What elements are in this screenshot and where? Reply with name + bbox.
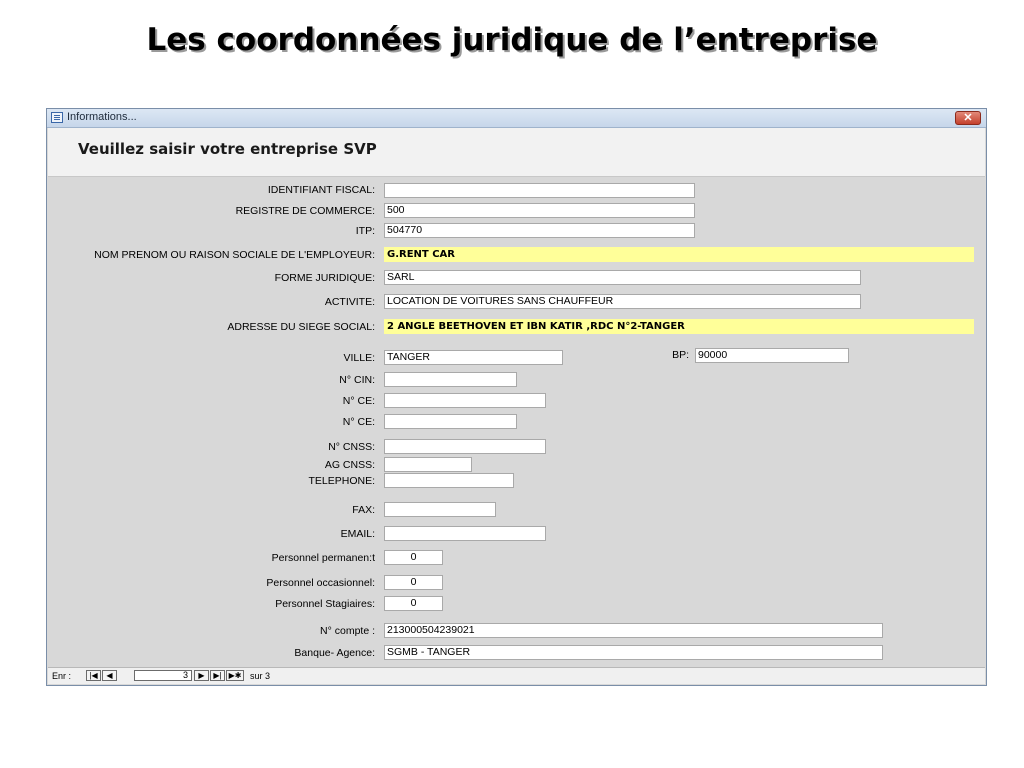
email-field[interactable]: [384, 526, 546, 541]
label-compte: N° compte :: [320, 625, 375, 637]
ville-field[interactable]: TANGER: [384, 350, 563, 365]
label-personnel-permanent: Personnel permanen:t: [271, 552, 375, 564]
personnel-permanent-field[interactable]: 0: [384, 550, 443, 565]
telephone-field[interactable]: [384, 473, 514, 488]
label-personnel-occasionnel: Personnel occasionnel:: [266, 577, 375, 589]
registre-commerce-field[interactable]: 500: [384, 203, 695, 218]
form-header: [48, 128, 985, 177]
label-forme-juridique: FORME JURIDIQUE:: [274, 272, 375, 284]
personnel-occasionnel-field[interactable]: 0: [384, 575, 443, 590]
label-telephone: TELEPHONE:: [308, 475, 375, 487]
cin-field[interactable]: [384, 372, 517, 387]
form-heading: Veuillez saisir votre entreprise SVP: [78, 140, 377, 158]
new-record-icon[interactable]: ▶✱: [226, 670, 244, 681]
label-fax: FAX:: [352, 504, 375, 516]
activite-field[interactable]: LOCATION DE VOITURES SANS CHAUFFEUR: [384, 294, 861, 309]
ce-field-1[interactable]: [384, 393, 546, 408]
label-adresse: ADRESSE DU SIEGE SOCIAL:: [227, 321, 375, 333]
nom-prenom-field[interactable]: G.RENT CAR: [384, 247, 974, 262]
label-cin: N° CIN:: [339, 374, 375, 386]
label-personnel-stagiaires: Personnel Stagiaires:: [275, 598, 375, 610]
forme-juridique-field[interactable]: SARL: [384, 270, 861, 285]
window-titlebar[interactable]: [47, 109, 986, 128]
first-record-icon[interactable]: |◀: [86, 670, 101, 681]
next-record-icon[interactable]: ▶: [194, 670, 209, 681]
adresse-field[interactable]: 2 ANGLE BEETHOVEN ET IBN KATIR ,RDC N°2-TANGER: [384, 319, 974, 334]
label-ce-2: N° CE:: [342, 416, 375, 428]
fax-field[interactable]: [384, 502, 496, 517]
window-title: Informations...: [67, 111, 137, 123]
compte-field[interactable]: 213000504239021: [384, 623, 883, 638]
ag-cnss-field[interactable]: [384, 457, 472, 472]
label-registre-commerce: REGISTRE DE COMMERCE:: [235, 205, 375, 217]
itp-field[interactable]: 504770: [384, 223, 695, 238]
label-ce-1: N° CE:: [342, 395, 375, 407]
bp-field[interactable]: 90000: [695, 348, 849, 363]
banque-field[interactable]: SGMB - TANGER: [384, 645, 883, 660]
form-icon: [51, 112, 63, 123]
record-navigation: [48, 667, 985, 684]
record-label: Enr :: [52, 671, 72, 681]
form-window: [46, 108, 987, 686]
label-email: EMAIL:: [340, 528, 375, 540]
slide-title: Les coordonnées juridique de l’entreprise: [146, 22, 878, 58]
last-record-icon[interactable]: ▶|: [210, 670, 225, 681]
label-itp: ITP:: [355, 225, 375, 237]
label-banque: Banque- Agence:: [294, 647, 375, 659]
label-bp: BP:: [672, 349, 689, 361]
identifiant-fiscal-field[interactable]: [384, 183, 695, 198]
label-ag-cnss: AG CNSS:: [324, 459, 375, 471]
previous-record-icon[interactable]: ◀: [102, 670, 117, 681]
label-cnss: N° CNSS:: [328, 441, 375, 453]
label-ville: VILLE:: [343, 352, 375, 364]
label-nom-prenom: NOM PRENOM OU RAISON SOCIALE DE L'EMPLOYEUR:: [94, 249, 375, 261]
close-button[interactable]: ✕: [955, 111, 981, 125]
record-number-input[interactable]: 3: [134, 670, 192, 681]
cnss-field[interactable]: [384, 439, 546, 454]
ce-field-2[interactable]: [384, 414, 517, 429]
label-identifiant-fiscal: IDENTIFIANT FISCAL:: [267, 184, 375, 196]
label-activite: ACTIVITE:: [324, 296, 375, 308]
personnel-stagiaires-field[interactable]: 0: [384, 596, 443, 611]
record-total: sur 3: [250, 671, 271, 681]
